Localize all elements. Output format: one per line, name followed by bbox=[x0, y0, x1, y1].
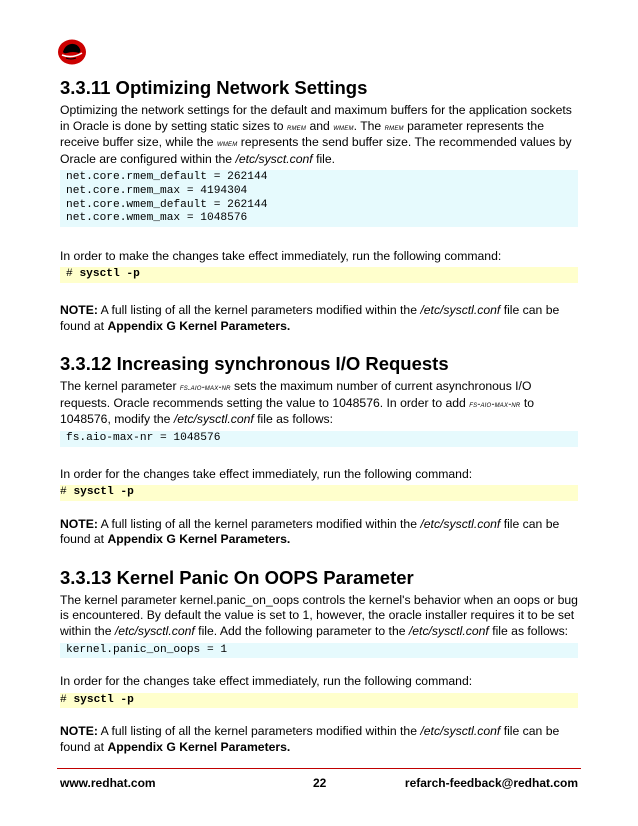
file-path: /etc/sysct.conf bbox=[235, 151, 313, 166]
param-name: wmem bbox=[333, 121, 354, 132]
note-text: NOTE: A full listing of all the kernel parameters modified within the /etc/sysctl.conf file can be found at Appendix G Kernel Parameters. bbox=[60, 302, 560, 333]
appendix-link[interactable]: Appendix G Kernel Parameters. bbox=[107, 318, 291, 333]
param-name: rmem bbox=[384, 121, 404, 132]
command-block: # sysctl -p bbox=[60, 267, 578, 283]
code-block: fs.aio-max-nr = 1048576 bbox=[60, 431, 578, 447]
param-name: wmem bbox=[216, 138, 238, 149]
instruction-text: In order to make the changes take effect immediately, run the following command: bbox=[60, 248, 502, 263]
command-block: # sysctl -p bbox=[60, 485, 578, 501]
file-path: /etc/sysctl.conf bbox=[114, 624, 195, 639]
param-name: rmem bbox=[286, 121, 307, 132]
code-block: net.core.rmem_default = 262144 net.core.rmem_max = 4194304 net.core.wmem_default = 262144 net.core.wmem_max = 1048576 bbox=[60, 170, 578, 226]
appendix-link[interactable]: Appendix G Kernel Parameters. bbox=[107, 740, 291, 755]
page-number: 22 bbox=[313, 776, 327, 790]
param-name: fs.aio-max-nr bbox=[179, 382, 231, 393]
file-path: /etc/sysctl.conf bbox=[408, 624, 489, 639]
command-block: # sysctl -p bbox=[60, 693, 578, 709]
instruction-text: In order for the changes take effect immediately, run the following command: bbox=[60, 466, 473, 481]
section-heading: 3.3.13 Kernel Panic On OOPS Parameter bbox=[60, 566, 414, 588]
section-heading: 3.3.11 Optimizing Network Settings bbox=[60, 77, 368, 98]
file-path: /etc/sysctl.conf bbox=[173, 412, 254, 427]
footer-email[interactable]: refarch-feedback@redhat.com bbox=[404, 776, 578, 790]
footer-website[interactable]: www.redhat.com bbox=[60, 776, 156, 790]
section-paragraph: Optimizing the network settings for the default and maximum buffers for the application sockets in Oracle is done by setting static sizes to rmem and wmem. The rmem parameter represents the receive buffer size, while the wmem represents the send buffer size. The recommended values by Oracle are configured within the /etc/sysct.conf file. bbox=[60, 103, 572, 166]
code-block: kernel.panic_on_oops = 1 bbox=[60, 643, 578, 659]
footer-rule bbox=[57, 768, 581, 769]
document-body bbox=[60, 76, 578, 756]
param-name: fs-aio-max-nr bbox=[469, 398, 521, 409]
appendix-link[interactable]: Appendix G Kernel Parameters. bbox=[107, 532, 291, 547]
section-paragraph: The kernel parameter fs.aio-max-nr sets the maximum number of current asynchronous I/O requests. Oracle recommends setting the value to 1048576. In order to add fs-aio-max-nr to 1048576, modify the /etc/sysctl.conf file as follows: bbox=[60, 379, 535, 427]
redhat-logo-icon bbox=[57, 37, 87, 65]
section-paragraph: The kernel parameter kernel.panic_on_oops controls the kernel's behavior when an oops or bug is encountered. By default the value is set to 1, however, the oracle installer requires it to be set within the /etc/sysctl.conf file. Add the following parameter to the /etc/sysctl.conf file as follows: bbox=[60, 592, 578, 639]
note-text: NOTE: A full listing of all the kernel parameters modified within the /etc/sysctl.conf file can be found at Appendix G Kernel Parameters. bbox=[60, 516, 560, 547]
note-text: NOTE: A full listing of all the kernel parameters modified within the /etc/sysctl.conf file can be found at Appendix G Kernel Parameters. bbox=[60, 724, 560, 755]
instruction-text: In order for the changes take effect immediately, run the following command: bbox=[60, 674, 473, 689]
section-heading: 3.3.12 Increasing synchronous I/O Requests bbox=[60, 353, 449, 375]
